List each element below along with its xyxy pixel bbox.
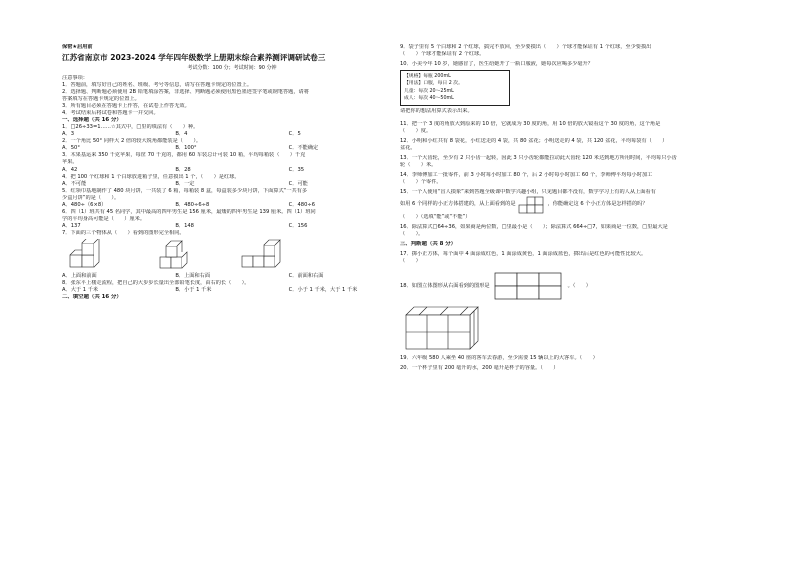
question-9-cont: （ ）个球才能保证有 2 个红球。 xyxy=(400,51,485,58)
note-line: 答案填写在答题卡规定的位置上。 xyxy=(62,96,140,103)
question-18: 18．如图立体图形从右面看到的图形是 xyxy=(400,282,490,289)
option: C．480÷6 xyxy=(288,201,316,208)
question-13: 13．一个大齿轮，至少有 2 只小齿一起转，因此 3 只小齿轮都能拉动此大齿轮 120 米达到地方所用时间，平均每只小齿 xyxy=(400,154,677,161)
option: B．100° xyxy=(175,145,197,152)
question-9: 9．袋子里有 5 个白球和 2 个红球，搞完不放回，至少要摸出（ ）个球才能保证有 1 个红球，至少要摸出 xyxy=(400,44,652,50)
question-18-cont: 。（ ） xyxy=(567,282,591,289)
question-17: 17．掷小正方体，每个面中 4 面涂成红色，1 面涂成黄色，1 面涂成蓝色，掷出后是红色的可能性比较大。 xyxy=(400,251,647,258)
options xyxy=(62,145,402,152)
exam-subtitle: 考试分数：100 分；考试时间：90 分钟 xyxy=(187,65,277,72)
left-column xyxy=(62,44,402,301)
right-view-grid-icon xyxy=(493,271,565,301)
option: A．大于 1 千米 xyxy=(62,286,99,293)
question-5: 5．红领巾基地制作了 480 块月饼，一共装了 6 箱，每箱装 8 盒，每盒装多少块月饼，下面算式“一共有多 xyxy=(62,187,308,194)
medicine-label-box xyxy=(400,70,510,106)
question-17-cont: （ ） xyxy=(400,258,421,265)
question-16: 16．除法算式□64÷36，如果商是两位数，□里最小是（ ）；除法算式 664÷□7，如果商是一位数，□里最大是 xyxy=(400,223,668,230)
option: C．前面和右面 xyxy=(288,272,324,279)
notes-heading: 注意事项： xyxy=(62,75,88,82)
box-line: 儿童：每次 20～25mL xyxy=(404,88,454,94)
question-10-cont: 请把你的想法用算式表示出来。 xyxy=(400,107,473,114)
question-7: 7．下面的三个物体从（ ）看到的图形完全相同。 xyxy=(62,229,185,236)
option: B．4 xyxy=(175,131,188,138)
option: A．42 xyxy=(62,166,78,173)
note-line: 1．答题前，填写好自己的姓名、班级、考号等信息，请写在答题卡规定的位置上。 xyxy=(62,82,253,89)
options xyxy=(62,181,402,188)
options xyxy=(62,131,402,138)
question-8: 8．张东平上楼走流程，把自己的大步步长量出全部铅笔长度，由右的长（ ）。 xyxy=(62,279,250,286)
option: A．不可能 xyxy=(62,180,87,187)
exam-title: 江苏省南京市 2023-2024 学年四年级数学上册期末综合素养测评调研试卷三 xyxy=(62,53,326,63)
question-12-cont: 盆花。 xyxy=(400,144,416,151)
question-1: 1．□26÷33=1……☆其式中，□里的填法有（ ）种。 xyxy=(62,124,199,131)
top-view-grid-icon xyxy=(518,196,546,214)
question-6-cont: 学的平均身高可能是（ ）厘米。 xyxy=(62,215,146,222)
options xyxy=(62,223,402,230)
option: A．50° xyxy=(62,145,80,152)
question-19: 19．六年级 580 人乘坐 40 座的客车去春游，至少需要 15 辆以上的大客车。（ ） xyxy=(400,355,598,362)
note-line: 4．考试结束后将试卷和答题卡一并交回。 xyxy=(62,110,159,117)
options xyxy=(62,287,402,294)
question-11: 11．把一个 3 度的角放大到原来的 10 倍，它就成为 30 度的角，用 10 倍的放大镜看这个 30 度的角，这个角是 xyxy=(400,120,661,127)
question-15: 15．一个人使用“盲人摸象”来到答题全级课中数学兴趣小组，只见题目都不没有，数学学习上有的人从上面看有 xyxy=(400,188,656,195)
right-column xyxy=(400,44,738,372)
question-14-cont: （ ）个零件。 xyxy=(400,178,442,185)
option: C．5 xyxy=(288,131,301,138)
question-13-cont: 轮（ ）米。 xyxy=(400,161,437,168)
option: C．不能确定 xyxy=(288,145,319,152)
option: C．小于 1 千米，大于 1 千米 xyxy=(288,286,358,293)
question-6: 6．四（1）班共有 45 名同学，其中最高的四年男生是 156 厘米，最矮的四年男生是 139 厘米。四（1）班同 xyxy=(62,208,316,215)
option: A．上面和前面 xyxy=(62,272,97,279)
cube-block-icon xyxy=(404,305,494,351)
options xyxy=(62,167,402,174)
box-line: 【规格】每瓶 200mL xyxy=(404,74,451,80)
question-18-row xyxy=(400,271,738,301)
question-4: 4．把 100 个红球和 1 个白球放进箱子里，任意摸出 1 个，（ ）是红球。 xyxy=(62,173,240,180)
question-15-cont: 如用 6 个同样的小正方体搭建的，从上面看到的是 xyxy=(400,201,516,208)
question-16-cont: （ ）。 xyxy=(400,230,424,237)
question-15-row xyxy=(400,196,738,214)
question-5-cont: 少盒月饼”的是（ ）。 xyxy=(62,194,120,201)
option: A．137 xyxy=(62,222,81,229)
options xyxy=(62,273,402,280)
option: C．35 xyxy=(288,166,305,173)
option: A．3 xyxy=(62,131,75,138)
options xyxy=(62,202,402,209)
secret-label: 保密★启用前 xyxy=(62,44,93,50)
cube-figures xyxy=(68,239,402,271)
option: B．148 xyxy=(175,222,194,229)
option: C．156 xyxy=(288,222,308,229)
question-20: 20．一个杯子里有 200 毫升的水，200 毫升是杯子的容量。（ ） xyxy=(400,365,559,372)
question-3: 3．木果基运来 350 千克苹果，每筐 70 千克的，都用 60 车装总计可装 10 箱，平均每箱装（ ）千克 xyxy=(62,152,306,159)
option: B．28 xyxy=(175,166,191,173)
option: B．一定 xyxy=(175,180,195,187)
box-line: 【用法】口服，每日 2 次。 xyxy=(404,81,463,87)
question-3-cont: 苹果。 xyxy=(62,159,78,166)
option: B．上面和右面 xyxy=(175,272,211,279)
cube-figure-2 xyxy=(154,239,202,271)
question-2: 2．一个角比 50° 同样大 2 倍的较大锐角都能装是（ ）。 xyxy=(62,138,202,145)
question-11-cont: （ ）度。 xyxy=(400,127,432,134)
question-15-cont2: ，你能确定这 6 个小正方体是怎样搭的吗？ xyxy=(547,201,648,208)
question-15-answer: （ ）（选填“能”或“不能”） xyxy=(400,213,471,220)
note-line: 3．所有题目必须在答题卡上作答，在试卷上作答无效。 xyxy=(62,103,190,110)
option: A．480÷（6×8） xyxy=(62,201,107,208)
note-line: 2．选择题、判断题必须使用 2B 铅笔填涂答案，非选择、判断题必须使用黑色墨迹签字笔或钢笔答题，请将 xyxy=(62,89,309,96)
question-10: 10．小美今年 10 岁，她感冒了，医生给她开了一瓶口服液，她每次应喝多少毫升？ xyxy=(400,61,593,68)
cube-figure-1 xyxy=(68,239,116,271)
section-heading: 二、填空题（共 16 分） xyxy=(62,293,122,300)
box-line: 成人：每次 40～50mL xyxy=(404,96,454,102)
question-14: 14．李师傅加工一批零件，前 3 小时每小时加工 80 个，后 2 小时每小时加工 60 个，李师傅平均每小时加工 xyxy=(400,171,653,178)
cube-figure-3 xyxy=(240,239,296,271)
question-12: 12．小明和小红共有 8 袋花，小红送走的 4 袋，共 80 盆花；小明送走的 4 袋，共 120 盆花，平均每袋有（ ） xyxy=(400,137,668,144)
option: B．480÷6÷8 xyxy=(175,201,210,208)
option: C．可能 xyxy=(288,180,308,187)
section-heading: 三、判断题（共 8 分） xyxy=(400,240,457,247)
option: B．小于 1 千米 xyxy=(175,286,212,293)
section-heading: 一、选择题（共 16 分） xyxy=(62,117,122,124)
